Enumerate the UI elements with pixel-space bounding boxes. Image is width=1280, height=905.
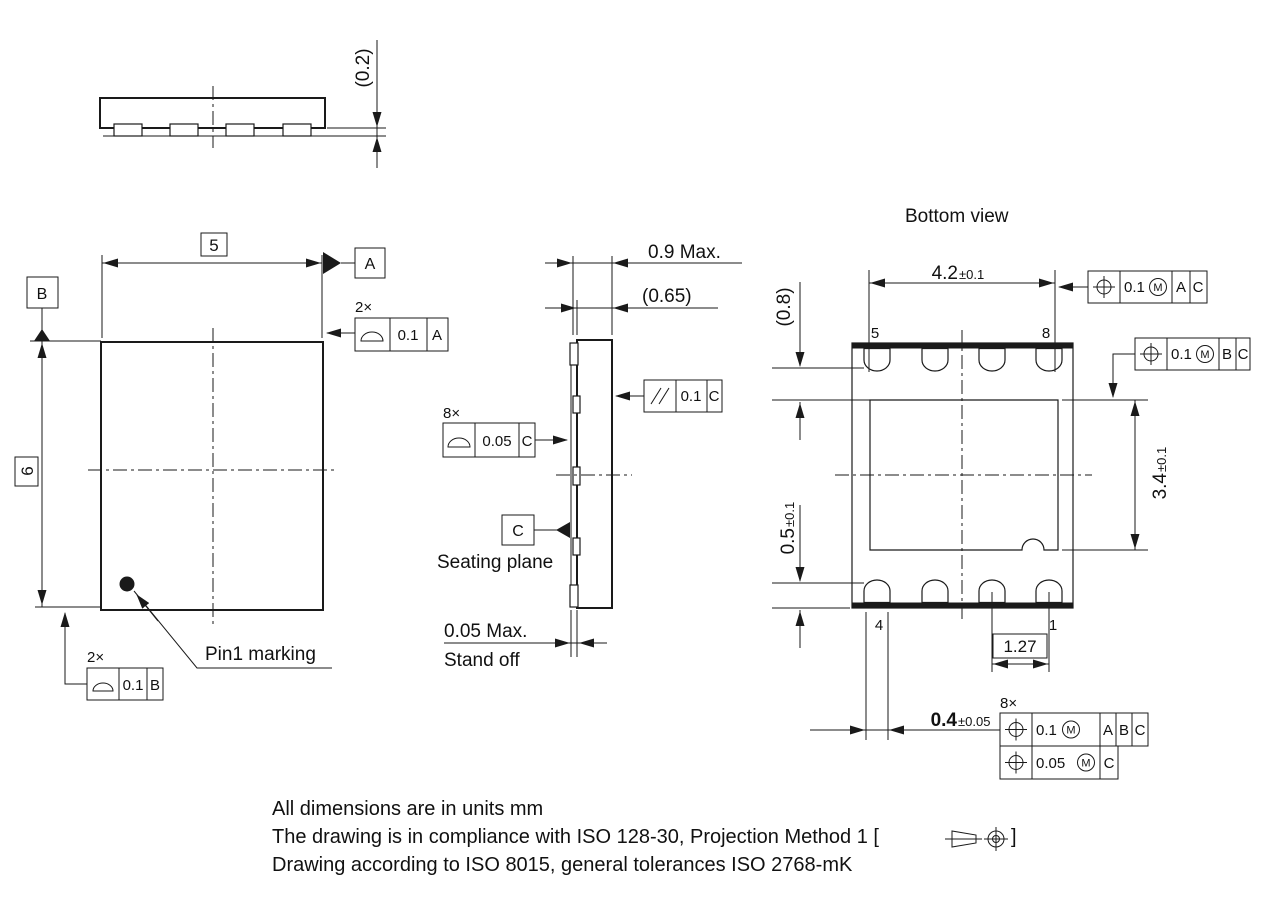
fcf-modifier: M [1200,349,1210,361]
fcf-value: 0.1 [397,327,419,344]
dim-top-thickness [103,40,386,168]
fcf-datum: C [708,388,720,405]
fcf-profile-top [327,299,448,351]
dim-tol-pad-width: ±0.05 [958,714,991,729]
dim-tol-epad-height: ±0.1 [1154,446,1169,472]
fcf-datum: B [1221,346,1233,363]
datum-c-label: C [512,523,524,540]
fcf-modifier: M [1153,282,1163,294]
count-label: 2× [355,299,373,316]
pin-label-8: 8 [1041,325,1051,342]
profile-surface-icon [361,332,383,341]
dim-text-pad-width: 0.4 [930,710,957,731]
fcf-modifier: M [1081,757,1091,770]
top-pads [864,349,1062,372]
fcf-datum: C [1192,279,1204,296]
fcf-modifier: M [1066,724,1076,737]
side-view-top [100,40,386,168]
datum-triangle-icon [556,522,570,538]
datum-b-label: B [36,286,48,303]
dim-text-standoff: 0.05 Max. [444,621,528,642]
fcf-profile-pads [443,405,567,457]
drawing-notes [272,798,1017,876]
note-projection-bracket: ] [1011,826,1017,848]
profile-surface-icon [93,683,113,691]
position-icon [1140,343,1162,365]
dim-text-top-thickness: (0.2) [353,48,374,88]
dim-text-pad-edge-gap: (0.8) [774,287,795,327]
fcf-parallelism [616,380,722,412]
fcf-value: 0.1 [680,388,702,405]
fcf-datum: B [149,677,161,694]
dim-pad-width [810,612,1000,740]
dim-text-body-height: 6 [18,466,37,476]
count-label: 8× [443,405,461,422]
fcf-datum: C [1237,346,1249,363]
dim-body-height [15,341,101,607]
fcf-value: 0.1 [1036,722,1057,739]
datum-c [437,515,570,573]
note-units: All dimensions are in units mm [272,798,544,820]
fcf-position-bc [1113,338,1250,397]
fcf-datum: A [1102,722,1114,739]
seating-plane-label: Seating plane [437,552,554,573]
note-tolerances: Drawing according to ISO 8015, general tolerances ISO 2768-mK [272,854,853,876]
fcf-value: 0.1 [122,677,144,694]
pin1-marking-label: Pin1 marking [205,644,316,665]
note-projection: The drawing is in compliance with ISO 128-30, Projection Method 1 [ [272,826,879,848]
dim-text-body-width: 5 [209,236,219,255]
dim-height-ref [545,286,718,335]
datum-a [323,248,385,278]
dim-text-epad-height: 3.4 [1150,473,1171,500]
fcf-datum: C [521,433,533,450]
pin1-marking [120,577,333,669]
dim-tol-pad-length: ±0.1 [782,501,797,527]
package-body-outline [101,342,323,610]
dim-body-width [102,233,322,338]
bottom-pads [864,580,1062,603]
bottom-view [772,206,1250,779]
datum-triangle-icon [323,252,341,274]
pin-label-5: 5 [870,325,880,342]
dim-pad-edge-gap [772,282,870,440]
dim-text-pad-length: 0.5 [778,528,799,555]
dim-standoff [444,610,607,671]
package-body-outline [577,340,612,608]
count-label: 8× [1000,695,1018,712]
fcf-datum: A [431,327,443,344]
count-label: 2× [87,649,105,666]
pin-label-1: 1 [1048,617,1058,634]
dim-text-height-ref: (0.65) [642,286,692,307]
bottom-view-title: Bottom view [905,206,1009,227]
fcf-datum: C [1134,722,1146,739]
fcf-value: 0.05 [482,433,512,450]
fcf-value: 0.05 [1036,755,1066,772]
datum-a-label: A [364,256,376,273]
fcf-value: 0.1 [1124,279,1145,296]
side-view-middle [437,242,742,671]
first-angle-projection-icon [945,827,1008,851]
fcf-position-ac [1059,271,1207,303]
profile-surface-icon [448,438,470,447]
fcf-position-stack [1000,695,1148,779]
dim-text-pad-span: 4.2 [931,263,958,284]
position-icon [1005,719,1027,741]
position-icon [1093,276,1115,298]
dim-pad-length [772,502,864,648]
parallelism-icon [651,388,669,404]
pin-label-4: 4 [874,617,884,634]
datum-b [27,277,101,341]
datum-triangle-icon [34,329,50,341]
fcf-datum: A [1175,279,1187,296]
dim-tol-pad-span: ±0.1 [959,267,985,282]
fcf-profile-bottom [65,613,163,700]
stand-off-label: Stand off [444,650,520,671]
pin1-dot-icon [120,577,135,592]
fcf-datum: B [1118,722,1130,739]
fcf-value: 0.1 [1171,346,1192,363]
dim-text-pitch: 1.27 [1003,637,1037,656]
top-view [15,233,448,700]
dim-text-height-max: 0.9 Max. [648,242,721,263]
position-icon [1005,752,1027,774]
fcf-datum: C [1103,755,1115,772]
